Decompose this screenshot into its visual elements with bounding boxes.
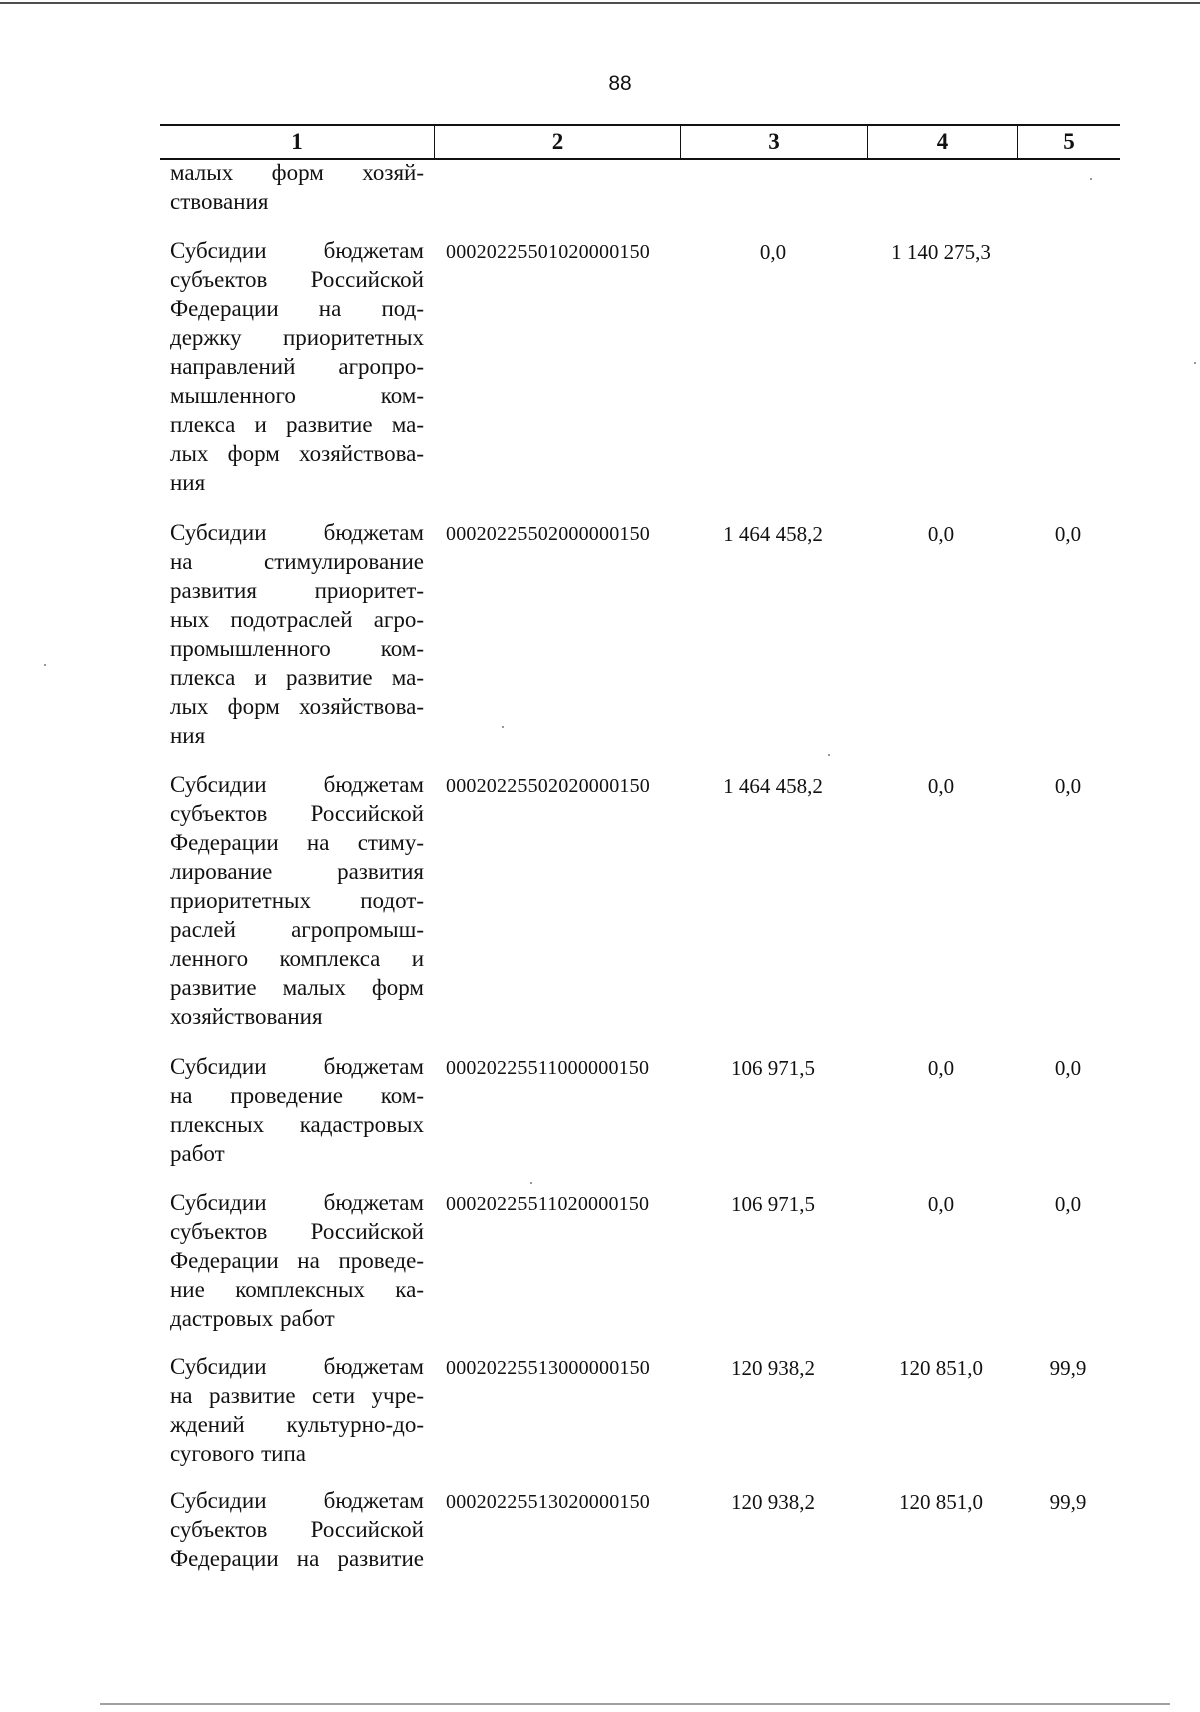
row-name-line: лых форм хозяйствова- (170, 441, 424, 466)
row-col5: 0,0 (1054, 522, 1082, 546)
row-name-line: дастровых работ (170, 1306, 335, 1331)
row-name-line: малых форм хозяй- (170, 160, 424, 185)
header-col-5: 5 (1063, 129, 1075, 154)
row-name-line: субъектов Российской (170, 801, 424, 826)
row-col5: 0,0 (1054, 1192, 1082, 1216)
row-name-line: Субсидии бюджетам (170, 1054, 424, 1079)
row-name-line: ния (170, 470, 206, 495)
scan-speck (1194, 362, 1196, 364)
header-col-1: 1 (291, 129, 303, 154)
row-name-line: ствования (170, 189, 269, 214)
row-name-line: плексных кадастровых (170, 1112, 424, 1137)
row-name (170, 770, 424, 1031)
row-name (170, 1352, 424, 1468)
scan-speck (530, 1182, 532, 1184)
row-col3: 1 464 458,2 (723, 522, 823, 546)
row-col5: 0,0 (1054, 1056, 1082, 1080)
scan-edge-top (0, 2, 1200, 4)
row-name-line: Федерации на проведе- (170, 1248, 424, 1273)
row-name-line: на проведение ком- (170, 1083, 424, 1108)
row-name-line: ных подотраслей агро- (170, 607, 424, 632)
row-name-line: плекса и развитие ма- (170, 412, 424, 437)
scan-speck (1090, 178, 1092, 180)
row-code: 00020225511020000150 (446, 1193, 650, 1215)
row-name-line: Субсидии бюджетам (170, 1354, 424, 1379)
row-name (170, 1052, 424, 1168)
row-name-line: Субсидии бюджетам (170, 520, 424, 545)
row-col4: 0,0 (927, 1192, 955, 1216)
row-name-line: ния (170, 723, 206, 748)
row-col4: 1 140 275,3 (891, 240, 991, 264)
scan-speck (828, 754, 830, 756)
scan-edge-bottom (100, 1703, 1170, 1705)
row-name-line: приоритетных подот- (170, 888, 424, 913)
row-name (170, 1486, 424, 1573)
row-name-line: развития приоритет- (170, 578, 424, 603)
row-col3: 106 971,5 (731, 1192, 815, 1216)
table-header (160, 124, 1120, 160)
header-col-2: 2 (551, 129, 564, 154)
scan-speck (502, 726, 504, 728)
row-name-line: ленного комплекса и (170, 946, 424, 971)
row-name-line: Субсидии бюджетам (170, 1488, 424, 1513)
row-name-line: Субсидии бюджетам (170, 1190, 424, 1215)
row-name (170, 1188, 424, 1333)
row-name (170, 518, 424, 750)
row-name-line: хозяйствования (170, 1004, 323, 1029)
row-name-line: сугового типа (170, 1441, 306, 1466)
row-col4: 0,0 (927, 1056, 955, 1080)
row-code: 00020225502020000150 (446, 775, 650, 797)
page-number: 88 (608, 72, 632, 95)
row-col4: 0,0 (927, 774, 955, 798)
row-name (170, 236, 424, 497)
header-col-4: 4 (936, 129, 949, 154)
row-name-line: промышленного ком- (170, 636, 424, 661)
row-col3: 120 938,2 (731, 1356, 815, 1380)
row-col3: 0,0 (759, 240, 787, 264)
row-col3: 120 938,2 (731, 1490, 815, 1514)
row-name-line: Федерации на под- (170, 296, 424, 321)
row-name-line: плекса и развитие ма- (170, 665, 424, 690)
row-name-line: направлений агропро- (170, 354, 424, 379)
row-col5: 0,0 (1054, 774, 1082, 798)
row-code: 00020225513000000150 (446, 1357, 650, 1379)
row-col3: 106 971,5 (731, 1056, 815, 1080)
row-col4: 120 851,0 (899, 1356, 983, 1380)
row-name-line: Субсидии бюджетам (170, 772, 424, 797)
row-name-line: ждений культурно-до- (170, 1412, 424, 1437)
row-col4: 0,0 (927, 522, 955, 546)
row-name (170, 158, 424, 216)
row-name-line: лирование развития (170, 859, 424, 884)
row-code: 00020225511000000150 (446, 1057, 650, 1079)
row-col5: 99,9 (1049, 1356, 1087, 1380)
row-code: 00020225502000000150 (446, 523, 650, 545)
row-name-line: ние комплексных ка- (170, 1277, 424, 1302)
header-col-3: 3 (768, 129, 780, 154)
scan-speck (44, 664, 46, 666)
row-name-line: раслей агропромыш- (170, 917, 424, 942)
row-name-line: Федерации на стиму- (170, 830, 424, 855)
row-name-line: на стимулирование (170, 549, 424, 574)
row-col5: 99,9 (1049, 1490, 1087, 1514)
row-col4: 120 851,0 (899, 1490, 983, 1514)
row-name-line: развитие малых форм (170, 975, 424, 1000)
row-name-line: субъектов Российской (170, 1219, 424, 1244)
row-name-line: субъектов Российской (170, 1517, 424, 1542)
row-code: 00020225501020000150 (446, 241, 650, 263)
row-col3: 1 464 458,2 (723, 774, 823, 798)
row-name-line: на развитие сети учре- (170, 1383, 424, 1408)
row-name-line: лых форм хозяйствова- (170, 694, 424, 719)
row-code: 00020225513020000150 (446, 1491, 650, 1513)
row-name-line: Федерации на развитие (170, 1546, 424, 1571)
row-name-line: работ (170, 1141, 225, 1166)
row-name-line: держку приоритетных (170, 325, 424, 350)
row-name-line: субъектов Российской (170, 267, 424, 292)
row-name-line: Субсидии бюджетам (170, 238, 424, 263)
row-name-line: мышленного ком- (170, 383, 424, 408)
